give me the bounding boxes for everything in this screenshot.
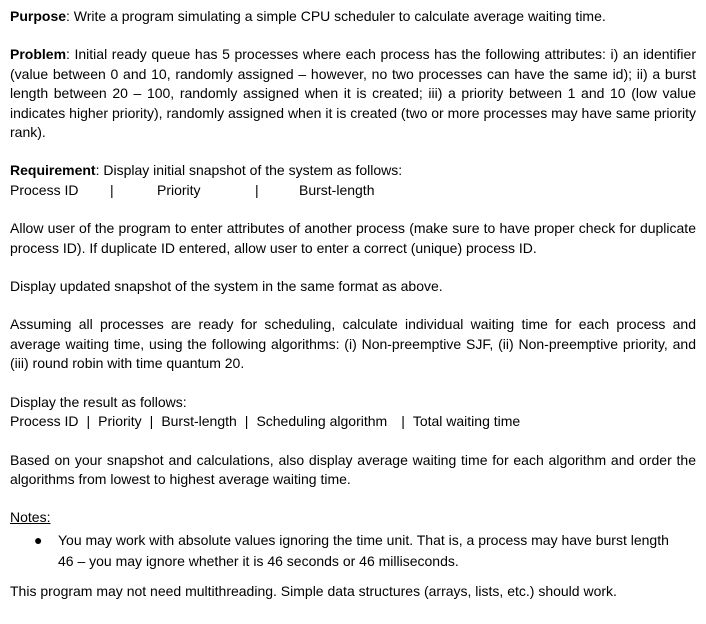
problem-paragraph — [10, 45, 696, 142]
snapshot-separator: | — [110, 181, 114, 198]
snapshot-col-priority: Priority — [157, 181, 201, 198]
result-separator: | — [401, 413, 405, 430]
result-col-scheduling-algorithm: Scheduling algorithm — [256, 413, 388, 430]
requirement-label: Requirement — [10, 162, 96, 179]
requirement-paragraph — [10, 161, 696, 180]
requirement-text: : Display initial snapshot of the system as follows: — [95, 162, 403, 179]
notes-list-item — [10, 530, 696, 572]
result-separator: | — [149, 413, 154, 430]
snapshot-separator: | — [255, 181, 259, 198]
result-col-total-waiting-time: Total waiting time — [412, 413, 521, 430]
bullet-icon: ● — [34, 531, 43, 548]
result-col-priority: Priority — [98, 413, 142, 430]
purpose-label: Purpose — [10, 8, 67, 24]
notes-item-text: You may work with absolute values ignoring the time unit. That is, a process may have burst length 46 – you may ignore whether it is 46 seconds or 46 milliseconds. — [58, 531, 669, 569]
result-col-burst-length: Burst-length — [161, 413, 237, 430]
snapshot-col-process-id: Process ID — [10, 181, 79, 198]
purpose-text: : Write a program simulating a simple CPU scheduler to calculate average waiting time. — [66, 8, 606, 24]
problem-text: : Initial ready queue has 5 processes where each process has the following attributes: i) an identifier (value between 0 and 10, randomly assigned – however, no two processes can have the same id); ii) a burst length between 20 – 100, randomly assigned when it is created; iii) a priority between 1 and 10 (low value indicates higher priority), randomly assigned when it is created (two or more processes may have same priority rank). — [10, 46, 696, 141]
snapshot-col-burst-length: Burst-length — [299, 181, 375, 198]
based-on-paragraph: Based on your snapshot and calculations, also display average waiting time for each algorithm and order the algorithms from lowest to highest average waiting time. — [10, 451, 696, 487]
snapshot-header-row — [10, 181, 696, 200]
result-col-process-id: Process ID — [10, 413, 79, 430]
purpose-paragraph — [10, 7, 696, 26]
allow-user-paragraph: Allow user of the program to enter attributes of another process (make sure to have proper check for duplicate process ID). If duplicate ID entered, allow user to enter a correct (unique) process ID. — [10, 220, 696, 256]
problem-label: Problem — [10, 46, 67, 63]
display-result-paragraph: Display the result as follows: — [10, 393, 187, 410]
notes-list — [10, 530, 696, 572]
result-header-row — [10, 412, 696, 431]
result-separator: | — [244, 413, 249, 430]
display-updated-paragraph: Display updated snapshot of the system in the same format as above. — [10, 278, 443, 295]
closing-paragraph: This program may not need multithreading. Simple data structures (arrays, lists, etc.) should work. — [10, 582, 617, 599]
result-separator: | — [86, 413, 91, 430]
assuming-paragraph: Assuming all processes are ready for scheduling, calculate individual waiting time for each process and average waiting time, using the following algorithms: (i) Non-preemptive SJF, (ii) Non-preemptive priority, and (iii) round robin with time quantum 20. — [10, 316, 696, 372]
notes-heading: Notes: — [10, 509, 51, 526]
